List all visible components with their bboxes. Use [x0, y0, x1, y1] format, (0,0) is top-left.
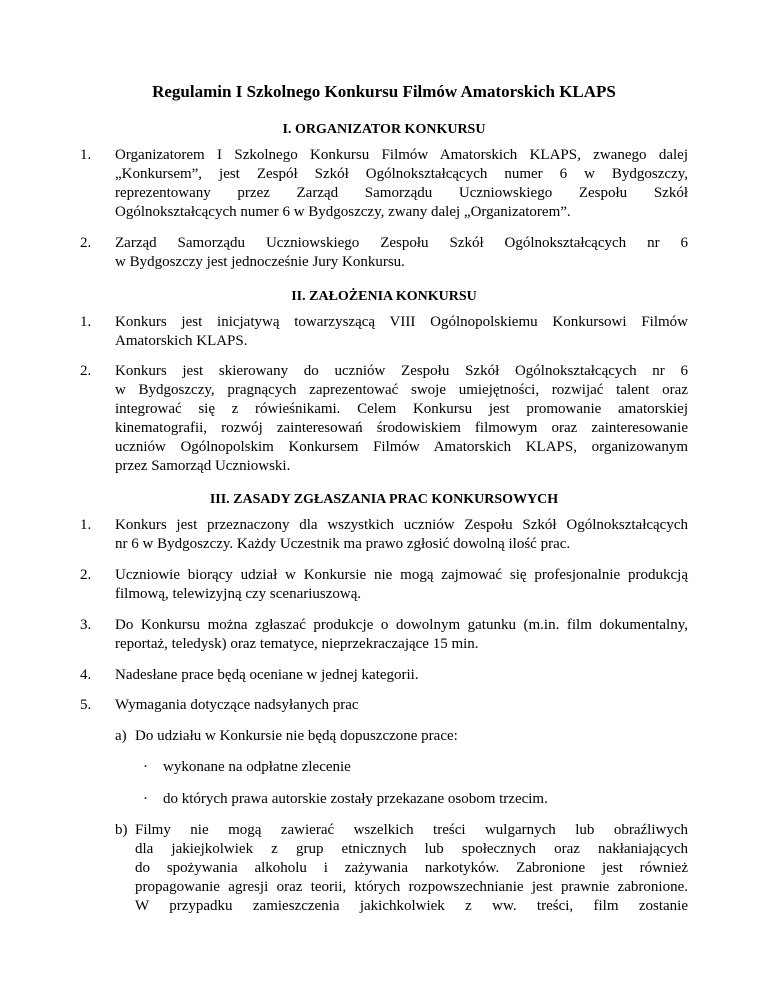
bullet-icon: · [143, 759, 148, 775]
item-text: Konkurs jest inicjatywą towarzyszącą VIII Ogólnopolskiemu Konkursowi Filmów Amatorskich KLAPS. [115, 314, 688, 349]
item-text: Uczniowie biorący udział w Konkursie nie mogą zajmować się profesjonalnie produkcją filmową, telewizyjną czy scenariuszową. [115, 567, 688, 602]
document-title: Regulamin I Szkolnego Konkursu Filmów Amatorskich KLAPS [152, 82, 616, 101]
item-text: Konkurs jest skierowany do uczniów Zespołu Szkół Ogólnokształcących nr 6 w Bydgoszczy, pragnących zaprezentować swoje umiejętności, rozwijać talent oraz integrować się z rówieśnikami. Celem Konkursu jest promowanie amatorskiej kinematografii, rozwój zainteresowań środowiskiem filmowym oraz zainteresowanie uczniów Ogólnopolskim Konkursem Filmów Amatorskich KLAPS, organizowanym przez Samorząd Uczniowski. [115, 363, 688, 474]
sub-item-letter: a) [115, 728, 127, 744]
item-text: Zarząd Samorządu Uczniowskiego Zespołu Szkół Ogólnokształcących nr 6 w Bydgoszczy jest jednocześnie Jury Konkursu. [115, 235, 688, 270]
bullet-icon: · [143, 791, 148, 807]
item-number: 2. [80, 567, 92, 583]
item-text: Nadesłane prace będą oceniane w jednej kategorii. [115, 667, 419, 683]
item-text: Wymagania dotyczące nadsyłanych prac [115, 697, 359, 713]
sub-item-text: Do udziału w Konkursie nie będą dopuszczone prace: [135, 728, 458, 744]
section-heading: II. ZAŁOŻENIA KONKURSU [291, 289, 477, 304]
sub-item-text: Filmy nie mogą zawierać wszelkich treści wulgarnych lub obraźliwych dla jakiejkolwiek z grup etnicznych lub społecznych oraz nakłaniających do spożywania alkoholu i zażywania narkotyków. Zabronione jest również propagowanie agresji oraz teorii, których rozpowszechnianie jest prawnie zabronione. W przypadku zamieszczenia jakichkolwiek z ww. treści, film zostanie [135, 822, 688, 914]
item-text: Do Konkursu można zgłaszać produkcje o dowolnym gatunku (m.in. film dokumentalny, reportaż, teledysk) oraz tematyce, nieprzekraczające 15 min. [115, 617, 688, 652]
item-number: 1. [80, 314, 92, 330]
item-number: 3. [80, 617, 92, 633]
section-heading: I. ORGANIZATOR KONKURSU [282, 122, 486, 137]
bullet-text: do których prawa autorskie zostały przekazane osobom trzecim. [163, 791, 548, 807]
item-number: 1. [80, 517, 92, 533]
item-number: 4. [80, 667, 92, 683]
item-number: 2. [80, 363, 92, 379]
bullet-text: wykonane na odpłatne zlecenie [163, 759, 351, 775]
item-text: Konkurs jest przeznaczony dla wszystkich uczniów Zespołu Szkół Ogólnokształcących nr 6 w Bydgoszczy. Każdy Uczestnik ma prawo zgłosić dowolną ilość prac. [115, 517, 688, 552]
item-text: Organizatorem I Szkolnego Konkursu Filmów Amatorskich KLAPS, zwanego dalej „Konkursem”, jest Zespół Szkół Ogólnokształcących numer 6 w Bydgoszczy, reprezentowany przez Zarząd Samorządu Uczniowskiego Zespołu Szkół Ogólnokształcących numer 6 w Bydgoszczy, zwany dalej „Organizatorem”. [115, 147, 688, 220]
item-number: 5. [80, 697, 92, 713]
sub-item-letter: b) [115, 822, 128, 838]
item-number: 1. [80, 147, 92, 163]
item-number: 2. [80, 235, 92, 251]
section-heading: III. ZASADY ZGŁASZANIA PRAC KONKURSOWYCH [209, 492, 559, 507]
